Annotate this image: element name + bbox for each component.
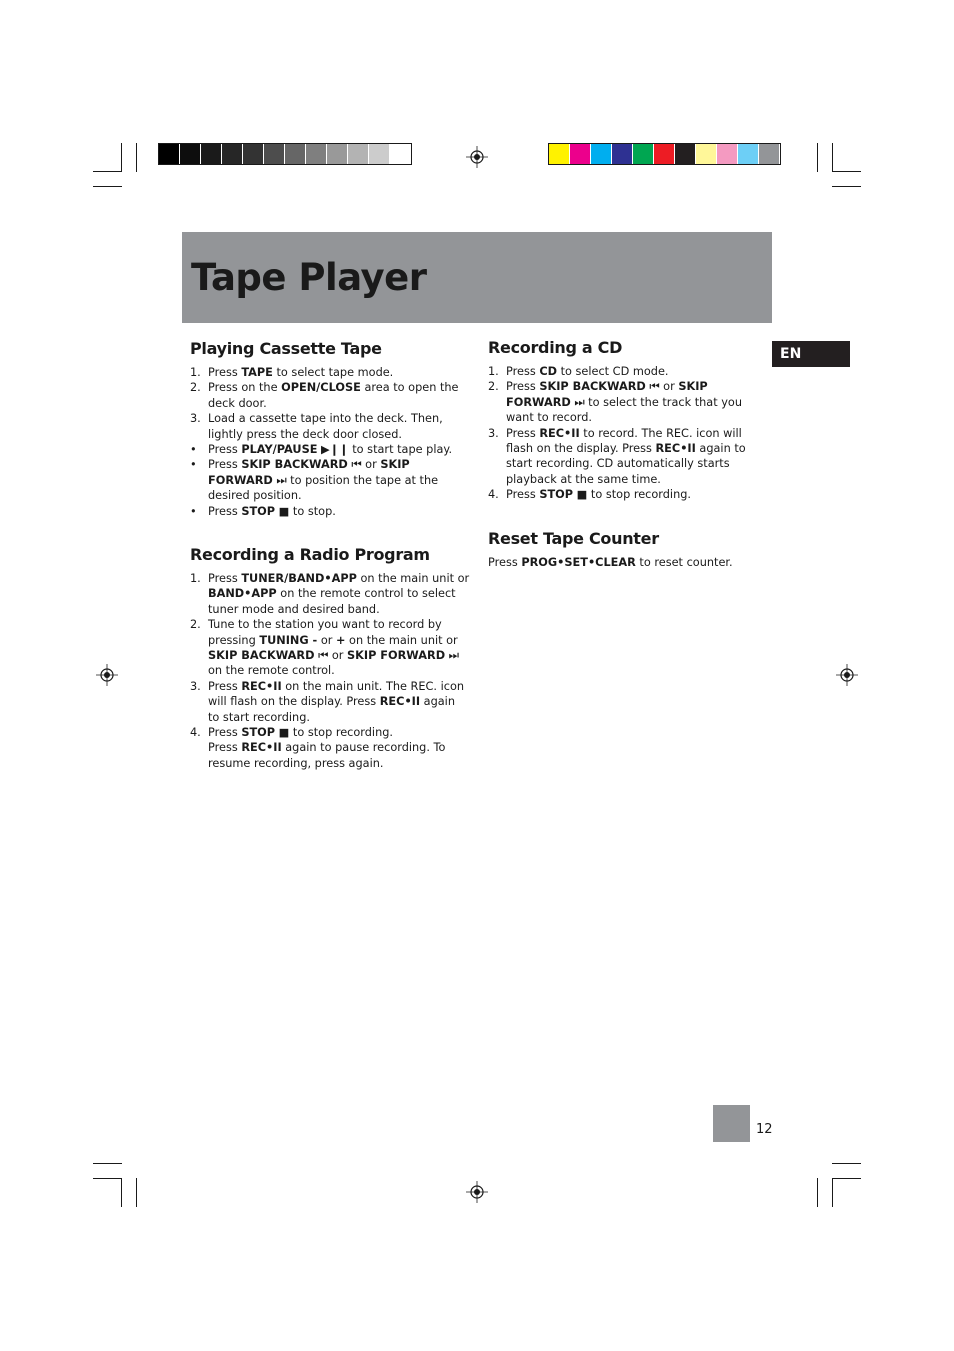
text-run: will flash on the display. Press bbox=[208, 695, 380, 709]
color-swatch bbox=[675, 144, 696, 164]
control-label: REC•II bbox=[655, 442, 696, 456]
registration-mark-icon bbox=[466, 146, 488, 168]
text-run: Press bbox=[506, 365, 540, 378]
text-line bbox=[208, 571, 470, 586]
list-item bbox=[488, 379, 753, 425]
control-label: + bbox=[336, 633, 346, 647]
text-line bbox=[208, 411, 465, 426]
list-item bbox=[488, 487, 753, 502]
color-swatch bbox=[369, 144, 390, 164]
text-run: pressing bbox=[208, 633, 260, 647]
control-label: REC•II bbox=[241, 679, 282, 693]
list-marker: 1. bbox=[488, 365, 499, 378]
control-label: TUNING - bbox=[259, 633, 318, 647]
text-line bbox=[208, 694, 465, 709]
text-line bbox=[506, 395, 753, 410]
text-run: ⏭ to select the track that you bbox=[570, 395, 742, 409]
text-line bbox=[208, 427, 465, 442]
text-line bbox=[208, 710, 465, 725]
color-swatch bbox=[306, 144, 327, 164]
control-label: REC•II bbox=[539, 426, 580, 440]
text-line bbox=[506, 472, 753, 487]
grayscale-strip bbox=[158, 143, 412, 165]
text-run: ■ to stop recording. bbox=[573, 488, 691, 502]
text-run: to start recording. bbox=[208, 710, 310, 724]
section-heading-radio: Recording a Radio Program bbox=[190, 545, 430, 564]
color-swatch bbox=[390, 144, 411, 164]
section-heading-playing: Playing Cassette Tape bbox=[190, 339, 382, 358]
text-line bbox=[208, 473, 465, 488]
text-run: Press bbox=[208, 504, 242, 518]
color-swatch bbox=[633, 144, 654, 164]
control-label: SKIP BACKWARD bbox=[241, 458, 348, 472]
list-item bbox=[488, 426, 753, 488]
list-item bbox=[190, 380, 465, 411]
list-item bbox=[190, 617, 465, 679]
control-label: STOP bbox=[241, 726, 276, 740]
text-run: ⏮ or bbox=[645, 380, 679, 394]
list-item bbox=[190, 442, 465, 457]
list-marker: 1. bbox=[190, 366, 201, 379]
list-marker: • bbox=[190, 458, 197, 472]
radio-list bbox=[190, 571, 470, 771]
text-run: playback at the same time. bbox=[506, 472, 661, 486]
control-label: PLAY/PAUSE bbox=[241, 443, 318, 457]
language-tab: EN bbox=[772, 341, 850, 367]
text-line bbox=[208, 679, 465, 694]
text-run: to select CD mode. bbox=[557, 365, 669, 378]
text-line bbox=[208, 663, 465, 678]
text-run: to select tape mode. bbox=[272, 366, 394, 379]
text-run: Press bbox=[208, 741, 242, 755]
control-label: CD bbox=[539, 365, 557, 378]
text-run: on the main unit or bbox=[345, 633, 458, 647]
text-run: ⏮ or bbox=[314, 649, 347, 663]
title-banner bbox=[182, 232, 772, 323]
cd-list bbox=[488, 364, 753, 503]
color-swatch bbox=[201, 144, 222, 164]
color-swatch bbox=[738, 144, 759, 164]
list-item bbox=[190, 725, 465, 771]
list-marker: 2. bbox=[190, 381, 201, 395]
text-line bbox=[506, 426, 753, 441]
text-line bbox=[506, 487, 753, 502]
list-item bbox=[190, 365, 465, 380]
color-swatch bbox=[549, 144, 570, 164]
list-marker: 2. bbox=[190, 618, 201, 632]
text-run: Press bbox=[506, 380, 540, 394]
color-swatch bbox=[591, 144, 612, 164]
control-label: STOP bbox=[539, 488, 574, 502]
text-line bbox=[208, 488, 465, 503]
control-label: FORWARD bbox=[506, 395, 571, 409]
control-label: PROG•SET•CLEAR bbox=[521, 556, 636, 569]
text-run: ■ to stop. bbox=[275, 504, 336, 518]
text-run: again bbox=[420, 695, 455, 709]
text-run: Press bbox=[208, 458, 242, 472]
text-run: Press on the bbox=[208, 381, 282, 395]
text-line bbox=[208, 586, 465, 601]
color-swatch bbox=[222, 144, 243, 164]
text-line bbox=[506, 456, 753, 471]
color-swatch bbox=[243, 144, 264, 164]
color-strip bbox=[548, 143, 781, 165]
color-swatch bbox=[654, 144, 675, 164]
text-run: on the main unit. The REC. icon bbox=[281, 679, 465, 693]
color-swatch bbox=[327, 144, 348, 164]
text-run: on the remote control. bbox=[208, 664, 335, 678]
color-swatch bbox=[570, 144, 591, 164]
list-marker: 4. bbox=[488, 488, 499, 502]
registration-mark-icon bbox=[96, 664, 118, 686]
control-label: SKIP BACKWARD bbox=[208, 649, 315, 663]
text-run: Load a cassette tape into the deck. Then, bbox=[208, 412, 443, 426]
text-line bbox=[208, 504, 465, 519]
color-swatch bbox=[285, 144, 306, 164]
text-run: Tune to the station you want to record by bbox=[208, 618, 442, 632]
text-line bbox=[208, 457, 465, 472]
list-item bbox=[190, 504, 465, 519]
text-line bbox=[506, 441, 753, 456]
control-label: FORWARD bbox=[208, 473, 273, 487]
list-item bbox=[190, 411, 465, 442]
list-item bbox=[488, 364, 753, 379]
page-number-box bbox=[713, 1105, 750, 1142]
page-number: 12 bbox=[756, 1122, 773, 1137]
text-run: lightly press the deck door closed. bbox=[208, 427, 403, 441]
color-swatch bbox=[159, 144, 180, 164]
control-label: TAPE bbox=[241, 366, 273, 379]
control-label: SKIP bbox=[678, 380, 708, 394]
text-run: ⏮ or bbox=[347, 458, 381, 472]
text-line bbox=[208, 756, 465, 771]
text-run: tuner mode and desired band. bbox=[208, 602, 380, 616]
text-run: ▶❙❙ to start tape play. bbox=[317, 443, 453, 457]
color-swatch bbox=[717, 144, 738, 164]
list-item bbox=[190, 679, 465, 725]
control-label: SKIP bbox=[380, 458, 410, 472]
list-marker: • bbox=[190, 443, 197, 457]
control-label: REC•II bbox=[379, 695, 421, 709]
color-swatch bbox=[264, 144, 285, 164]
text-run: start recording. CD automatically starts bbox=[506, 457, 730, 471]
text-line bbox=[208, 648, 465, 663]
text-run: Press bbox=[488, 556, 522, 569]
list-item bbox=[190, 457, 465, 503]
list-marker: 3. bbox=[190, 679, 201, 693]
control-label: STOP bbox=[241, 504, 276, 518]
control-label: OPEN/CLOSE bbox=[281, 381, 361, 395]
color-swatch bbox=[696, 144, 717, 164]
text-run: Press bbox=[506, 426, 540, 440]
text-run: ⏭ to position the tape at the bbox=[272, 473, 439, 487]
text-run: flash on the display. Press bbox=[506, 442, 656, 456]
text-line bbox=[208, 365, 465, 380]
color-swatch bbox=[348, 144, 369, 164]
text-run: Press bbox=[208, 679, 242, 693]
text-line bbox=[208, 633, 465, 648]
text-line bbox=[208, 617, 465, 632]
control-label: BAND•APP bbox=[208, 587, 277, 601]
list-marker: • bbox=[190, 504, 197, 518]
control-label: SKIP FORWARD bbox=[346, 649, 446, 663]
text-line bbox=[506, 410, 753, 425]
text-run: to reset counter. bbox=[635, 556, 733, 569]
text-run: Press bbox=[208, 443, 242, 457]
list-marker: 3. bbox=[488, 426, 499, 440]
text-line bbox=[506, 364, 753, 379]
list-marker: 2. bbox=[488, 380, 499, 394]
text-run: Press bbox=[208, 366, 242, 379]
control-label: TUNER/BAND•APP bbox=[241, 572, 357, 585]
text-run: resume recording, press again. bbox=[208, 756, 384, 770]
text-line bbox=[208, 725, 465, 740]
text-run: on the remote control to select bbox=[276, 587, 456, 601]
text-run: to record. The REC. icon will bbox=[579, 426, 742, 440]
section-heading-reset: Reset Tape Counter bbox=[488, 529, 659, 548]
text-run: area to open the bbox=[360, 381, 459, 395]
list-marker: 3. bbox=[190, 412, 201, 426]
text-run: Press bbox=[208, 726, 242, 740]
list-item bbox=[190, 571, 470, 617]
text-line bbox=[208, 442, 465, 457]
text-run: or bbox=[317, 633, 336, 647]
text-run: want to record. bbox=[506, 411, 592, 425]
color-swatch bbox=[612, 144, 633, 164]
color-swatch bbox=[759, 144, 780, 164]
text-line bbox=[208, 602, 465, 617]
control-label: REC•II bbox=[241, 741, 282, 755]
registration-mark-icon bbox=[466, 1181, 488, 1203]
playing-list bbox=[190, 365, 465, 519]
text-run: Press bbox=[506, 488, 540, 502]
list-marker: 4. bbox=[190, 726, 201, 740]
text-run: on the main unit or bbox=[356, 572, 470, 585]
control-label: SKIP BACKWARD bbox=[539, 380, 646, 394]
text-run: ■ to stop recording. bbox=[275, 726, 393, 740]
text-run: ⏭ bbox=[445, 649, 459, 663]
text-run: again to bbox=[695, 442, 746, 456]
text-run: Press bbox=[208, 572, 242, 585]
text-run: deck door. bbox=[208, 396, 267, 410]
list-marker: 1. bbox=[190, 572, 201, 585]
registration-mark-icon bbox=[836, 664, 858, 686]
text-run: desired position. bbox=[208, 489, 302, 503]
color-swatch bbox=[180, 144, 201, 164]
text-line bbox=[208, 396, 465, 411]
reset-text bbox=[488, 555, 753, 570]
page-title: Tape Player bbox=[191, 256, 427, 299]
text-line bbox=[506, 379, 753, 394]
text-run: again to pause recording. To bbox=[281, 741, 446, 755]
text-line bbox=[208, 380, 465, 395]
section-heading-cd: Recording a CD bbox=[488, 338, 623, 357]
text-line bbox=[208, 740, 465, 755]
